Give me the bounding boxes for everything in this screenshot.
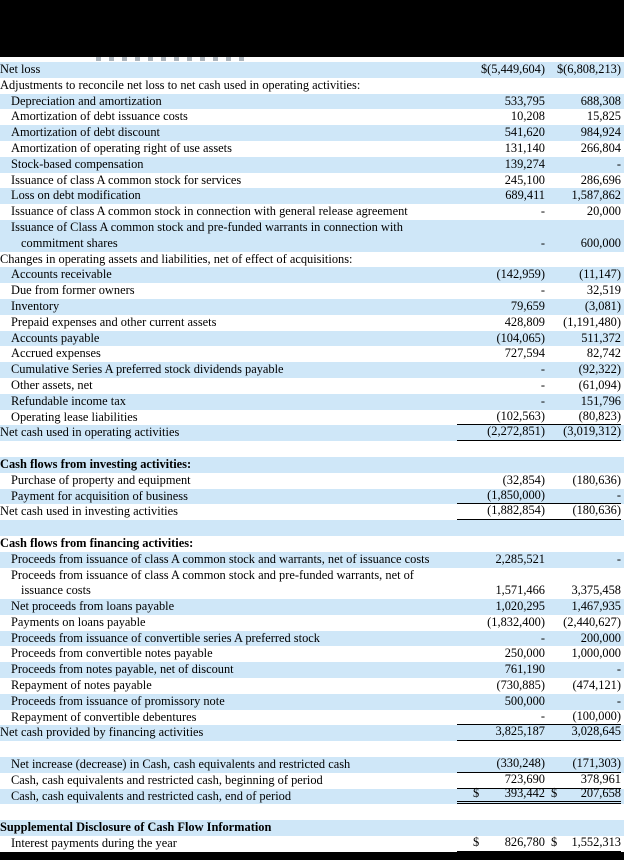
value-cell-v2: (3,019,312) bbox=[545, 425, 621, 441]
table-row bbox=[0, 804, 624, 820]
value-cell-v1 bbox=[457, 836, 545, 852]
value-cell-v2 bbox=[545, 785, 621, 805]
table-row bbox=[0, 441, 624, 457]
dollar-sign: $ bbox=[473, 835, 480, 850]
value-cell-v2: (474,121) bbox=[572, 678, 621, 693]
value-cell-v1: 723,690 bbox=[457, 773, 545, 789]
value-cell-v1: - bbox=[457, 710, 545, 726]
table-row bbox=[0, 710, 624, 726]
table-row bbox=[0, 362, 624, 378]
amount: 1,552,313 bbox=[571, 835, 621, 850]
row-label: Depreciation and amortization bbox=[11, 93, 162, 108]
table-row bbox=[0, 109, 624, 125]
value-cell-v2: (171,303) bbox=[545, 757, 621, 773]
table-row bbox=[0, 204, 624, 220]
row-label: Proceeds from notes payable, net of discount bbox=[11, 662, 234, 677]
table-row bbox=[0, 346, 624, 362]
value-cell-v1: - bbox=[540, 362, 545, 377]
row-label: Repayment of convertible debentures bbox=[11, 709, 197, 724]
row-label: Refundable income tax bbox=[11, 393, 126, 408]
row-label: Repayment of notes payable bbox=[11, 678, 152, 693]
table-row bbox=[0, 489, 624, 505]
table-row bbox=[0, 820, 624, 836]
value-cell-v2: (2,440,627) bbox=[563, 614, 621, 629]
dollar-sign: $ bbox=[551, 835, 558, 850]
row-label: Payment for acquisition of business bbox=[11, 488, 188, 503]
table-row bbox=[0, 504, 624, 520]
value-cell-v2: (180,636) bbox=[572, 472, 621, 487]
value-cell-v2: - bbox=[545, 489, 621, 505]
value-cell-v1 bbox=[457, 78, 545, 94]
row-label-line2: commitment shares bbox=[21, 235, 118, 250]
row-label: Cash, cash equivalents and restricted cash, end of period bbox=[11, 788, 292, 803]
table-row bbox=[0, 331, 624, 347]
table-row bbox=[0, 536, 624, 552]
value-cell-v1: (730,885) bbox=[496, 678, 545, 693]
table-row bbox=[0, 552, 624, 568]
value-cell-v2: 3,375,458 bbox=[571, 583, 621, 598]
value-cell-v2: (92,322) bbox=[578, 362, 621, 377]
value-cell-v2: (80,823) bbox=[545, 410, 621, 426]
table-row bbox=[0, 425, 624, 441]
value-cell-v1: - bbox=[540, 377, 545, 392]
row-label: Proceeds from issuance of class A common stock and warrants, net of issuance costs bbox=[11, 551, 430, 566]
value-cell-v1: (330,248) bbox=[457, 757, 545, 773]
row-label: Adjustments to reconcile net loss to net cash used in operating activities: bbox=[0, 77, 361, 92]
table-row bbox=[0, 615, 624, 631]
clipped-row-remnant bbox=[0, 57, 624, 62]
table-row bbox=[0, 473, 624, 489]
value-cell-v1: 10,208 bbox=[510, 109, 545, 124]
value-cell-v2 bbox=[545, 741, 621, 757]
row-label: Cumulative Series A preferred stock dividends payable bbox=[11, 362, 284, 377]
row-label: Purchase of property and equipment bbox=[11, 472, 191, 487]
value-cell-v2: 688,308 bbox=[580, 93, 621, 108]
value-cell-v2: (61,094) bbox=[578, 377, 621, 392]
table-row bbox=[0, 173, 624, 189]
value-cell-v1 bbox=[457, 441, 545, 457]
row-label: Accounts receivable bbox=[11, 267, 112, 282]
value-cell-v2: 600,000 bbox=[580, 235, 621, 250]
section-header-label: Cash flows from investing activities: bbox=[0, 456, 192, 471]
value-cell-v1 bbox=[457, 804, 545, 820]
value-cell-v1: 3,825,187 bbox=[457, 725, 545, 741]
table-row bbox=[0, 520, 624, 536]
table-row bbox=[0, 188, 624, 204]
value-cell-v1: 727,594 bbox=[504, 346, 545, 361]
table-row bbox=[0, 457, 624, 473]
value-cell-v2: 15,825 bbox=[586, 109, 621, 124]
amount: 207,658 bbox=[580, 785, 621, 800]
value-cell-v1: (104,065) bbox=[496, 330, 545, 345]
table-row bbox=[0, 252, 624, 268]
table-row bbox=[0, 315, 624, 331]
row-label: Issuance of class A common stock for services bbox=[11, 172, 242, 187]
row-label: Proceeds from convertible notes payable bbox=[11, 646, 213, 661]
value-cell-v1: 79,659 bbox=[510, 298, 545, 313]
table-row bbox=[0, 410, 624, 426]
table-row bbox=[0, 125, 624, 141]
row-label: Inventory bbox=[11, 298, 60, 313]
value-cell-v1: 245,100 bbox=[504, 172, 545, 187]
value-cell-v1: (1,850,000) bbox=[457, 489, 545, 505]
row-label: Operating lease liabilities bbox=[11, 409, 138, 424]
value-cell-v2: 32,519 bbox=[586, 283, 621, 298]
value-cell-v1: (102,563) bbox=[457, 410, 545, 426]
table-row bbox=[0, 299, 624, 315]
value-cell-v2: 1,587,862 bbox=[571, 188, 621, 203]
value-cell-v1: (142,959) bbox=[496, 267, 545, 282]
value-cell-v2: 378,961 bbox=[545, 773, 621, 789]
table-row bbox=[0, 757, 624, 773]
value-cell-v1 bbox=[457, 252, 545, 268]
row-label: Amortization of debt issuance costs bbox=[11, 109, 188, 124]
table-row bbox=[0, 631, 624, 647]
value-cell-v1: (1,882,854) bbox=[457, 504, 545, 520]
row-label: Accrued expenses bbox=[11, 346, 101, 361]
value-cell-v1: - bbox=[540, 283, 545, 298]
table-row bbox=[0, 62, 624, 78]
value-cell-v1: 533,795 bbox=[504, 93, 545, 108]
row-label bbox=[0, 568, 457, 600]
table-row bbox=[0, 141, 624, 157]
row-label: Proceeds from issuance of convertible series A preferred stock bbox=[11, 630, 320, 645]
table-row bbox=[0, 157, 624, 173]
value-cell-v1: (2,272,851) bbox=[457, 425, 545, 441]
value-cell-v2: 1,467,935 bbox=[571, 599, 621, 614]
row-label: Net cash used in investing activities bbox=[0, 504, 178, 519]
value-cell-v1: 1,020,295 bbox=[495, 599, 545, 614]
value-cell-v2: (180,636) bbox=[545, 504, 621, 520]
table-row bbox=[0, 220, 624, 252]
table-row bbox=[0, 568, 624, 600]
row-label: Interest payments during the year bbox=[11, 836, 177, 851]
value-cell-v1: - bbox=[540, 204, 545, 219]
row-label-line1: Proceeds from issuance of class A common stock and pre-funded warrants, net of bbox=[11, 567, 414, 582]
value-cell-v2: (1,191,480) bbox=[563, 314, 621, 329]
table-row bbox=[0, 725, 624, 741]
table-row bbox=[0, 599, 624, 615]
value-cell-v2 bbox=[545, 820, 621, 836]
table-row bbox=[0, 836, 624, 852]
table-row bbox=[0, 283, 624, 299]
table-row bbox=[0, 662, 624, 678]
row-label: Loss on debt modification bbox=[11, 188, 141, 203]
value-cell-v2: $(6,808,213) bbox=[556, 62, 621, 76]
value-cell-v2: (3,081) bbox=[584, 298, 621, 313]
row-label: Net cash provided by financing activities bbox=[0, 725, 204, 740]
value-cell-v1: $(5,449,604) bbox=[480, 62, 545, 76]
value-cell-v1: 2,285,521 bbox=[495, 551, 545, 566]
value-cell-v2: 1,000,000 bbox=[571, 646, 621, 661]
row-label: Amortization of operating right of use assets bbox=[11, 140, 232, 155]
table-row bbox=[0, 394, 624, 410]
value-cell-v2 bbox=[545, 536, 621, 552]
row-label: Stock-based compensation bbox=[11, 156, 144, 171]
value-cell-v1 bbox=[457, 536, 545, 552]
table-row bbox=[0, 78, 624, 94]
row-label: Cash, cash equivalents and restricted cash, beginning of period bbox=[11, 772, 323, 787]
value-cell-v2 bbox=[545, 457, 621, 473]
value-cell-v2: - bbox=[616, 156, 621, 171]
value-cell-v2: (11,147) bbox=[579, 267, 621, 282]
value-cell-v2: 984,924 bbox=[580, 125, 621, 140]
cash-flow-table bbox=[0, 62, 624, 852]
table-row bbox=[0, 378, 624, 394]
row-label: Changes in operating assets and liabilities, net of effect of acquisitions: bbox=[0, 251, 353, 266]
value-cell-v2: (100,000) bbox=[545, 710, 621, 726]
value-cell-v1: 689,411 bbox=[505, 188, 545, 203]
row-label: Accounts payable bbox=[11, 330, 100, 345]
value-cell-v1: 139,274 bbox=[504, 156, 545, 171]
value-cell-v1 bbox=[457, 741, 545, 757]
row-label: Due from former owners bbox=[11, 283, 135, 298]
value-cell-v1: - bbox=[540, 630, 545, 645]
dollar-sign: $ bbox=[473, 785, 480, 800]
value-cell-v2: 20,000 bbox=[586, 204, 621, 219]
value-cell-v1 bbox=[457, 520, 545, 536]
value-cell-v1: 761,190 bbox=[504, 662, 545, 677]
value-cell-v2: - bbox=[616, 693, 621, 708]
value-cell-v2 bbox=[545, 252, 621, 268]
value-cell-v2 bbox=[545, 78, 621, 94]
row-label bbox=[0, 220, 457, 252]
section-header-label: Cash flows from financing activities: bbox=[0, 535, 194, 550]
value-cell-v1: 1,571,466 bbox=[495, 583, 545, 598]
value-cell-v2 bbox=[545, 836, 621, 852]
row-label-line2: issuance costs bbox=[21, 583, 91, 598]
top-black-bar bbox=[0, 0, 624, 57]
value-cell-v2: 511,372 bbox=[581, 330, 621, 345]
value-cell-v1 bbox=[457, 457, 545, 473]
value-cell-v1: - bbox=[540, 235, 545, 250]
value-cell-v1 bbox=[457, 785, 545, 805]
value-cell-v2: 266,804 bbox=[580, 140, 621, 155]
dollar-sign: $ bbox=[551, 785, 558, 800]
row-label: Net proceeds from loans payable bbox=[11, 599, 175, 614]
bottom-black-bar bbox=[0, 852, 624, 860]
value-cell-v1: 131,140 bbox=[504, 140, 545, 155]
value-cell-v2: 151,796 bbox=[580, 393, 621, 408]
section-header-label: Supplemental Disclosure of Cash Flow Information bbox=[0, 820, 272, 835]
row-label: Amortization of debt discount bbox=[11, 125, 161, 140]
value-cell-v1: 250,000 bbox=[504, 646, 545, 661]
table-row bbox=[0, 741, 624, 757]
row-label: Prepaid expenses and other current assets bbox=[11, 314, 217, 329]
value-cell-v1: 500,000 bbox=[504, 693, 545, 708]
row-label: Payments on loans payable bbox=[11, 614, 146, 629]
row-label: Net increase (decrease) in Cash, cash equivalents and restricted cash bbox=[11, 757, 351, 772]
value-cell-v1: (32,854) bbox=[502, 472, 545, 487]
value-cell-v2 bbox=[545, 804, 621, 820]
value-cell-v2: - bbox=[616, 662, 621, 677]
value-cell-v2 bbox=[545, 520, 621, 536]
table-row bbox=[0, 694, 624, 710]
amount: 393,442 bbox=[504, 785, 545, 800]
value-cell-v2: 3,028,645 bbox=[545, 725, 621, 741]
value-cell-v2: 200,000 bbox=[580, 630, 621, 645]
row-label: Issuance of class A common stock in connection with general release agreement bbox=[11, 204, 408, 219]
value-cell-v1 bbox=[457, 820, 545, 836]
amount: 826,780 bbox=[504, 835, 545, 850]
table-row bbox=[0, 785, 624, 805]
row-label: Net loss bbox=[0, 62, 41, 76]
row-label: Net cash used in operating activities bbox=[0, 425, 180, 440]
table-row bbox=[0, 94, 624, 110]
value-cell-v2: 286,696 bbox=[580, 172, 621, 187]
value-cell-v2: - bbox=[616, 551, 621, 566]
row-label: Proceeds from issuance of promissory note bbox=[11, 693, 225, 708]
value-cell-v2 bbox=[545, 441, 621, 457]
value-cell-v2: 82,742 bbox=[586, 346, 621, 361]
value-cell-v1: (1,832,400) bbox=[487, 614, 545, 629]
row-label: Other assets, net bbox=[11, 377, 93, 392]
value-cell-v1: 428,809 bbox=[504, 314, 545, 329]
table-row bbox=[0, 678, 624, 694]
table-row bbox=[0, 646, 624, 662]
table-row bbox=[0, 267, 624, 283]
value-cell-v1: - bbox=[540, 393, 545, 408]
value-cell-v1: 541,620 bbox=[504, 125, 545, 140]
row-label-line1: Issuance of Class A common stock and pre-funded warrants in connection with bbox=[11, 219, 403, 234]
